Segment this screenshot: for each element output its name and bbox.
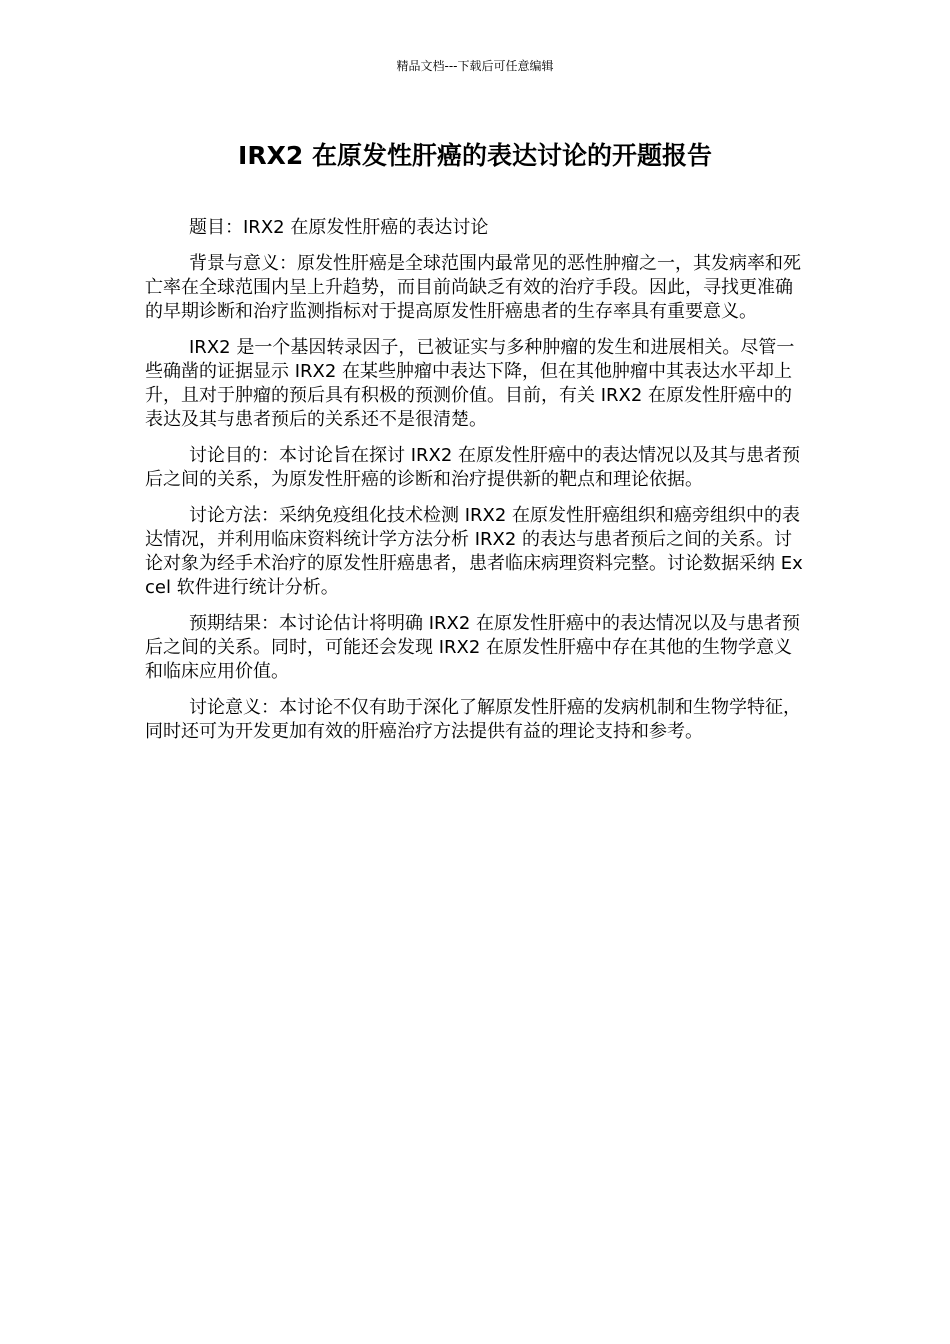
- paragraph-topic: 题目：IRX2 在原发性肝癌的表达讨论: [189, 217, 489, 238]
- paragraph-background: 背景与意义：原发性肝癌是全球范围内最常见的恶性肿瘤之一，其发病率和死亡率在全球范围内呈上升趋势，而目前尚缺乏有效的治疗手段。因此，寻找更准确的早期诊断和治疗监测指标对于提高原发性肝癌患者的生存率具有重要意义。: [145, 253, 801, 322]
- paragraph-expected-results: 预期结果：本讨论估计将明确 IRX2 在原发性肝癌中的表达情况以及与患者预后之间的关系。同时，可能还会发现 IRX2 在原发性肝癌中存在其他的生物学意义和临床应用价值。: [145, 613, 801, 682]
- paragraph-methods: 讨论方法：采纳免疫组化技术检测 IRX2 在原发性肝癌组织和癌旁组织中的表达情况，并利用临床资料统计学方法分析 IRX2 的表达与患者预后之间的关系。讨论对象为经手术治疗的原发性肝癌患者，患者临床病理资料完整。讨论数据采纳 Excel 软件进行统计分析。: [145, 505, 803, 598]
- paragraph-irx2-intro: IRX2 是一个基因转录因子，已被证实与多种肿瘤的发生和进展相关。尽管一些确凿的证据显示 IRX2 在某些肿瘤中表达下降，但在其他肿瘤中其表达水平却上升，且对于肿瘤的预后具有积极的预测价值。目前，有关 IRX2 在原发性肝癌中的表达及其与患者预后的关系还不是很清楚。: [145, 337, 795, 430]
- document-body: [145, 216, 810, 756]
- paragraph-purpose: 讨论目的：本讨论旨在探讨 IRX2 在原发性肝癌中的表达情况以及其与患者预后之间的关系，为原发性肝癌的诊断和治疗提供新的靶点和理论依据。: [145, 445, 801, 490]
- paragraph-significance: 讨论意义：本讨论不仅有助于深化了解原发性肝癌的发病机制和生物学特征，同时还可为开发更加有效的肝癌治疗方法提供有益的理论支持和参考。: [145, 697, 801, 742]
- header-note: 精品文档---下载后可任意编辑: [396, 59, 554, 73]
- document-title: IRX2 在原发性肝癌的表达讨论的开题报告: [238, 141, 712, 170]
